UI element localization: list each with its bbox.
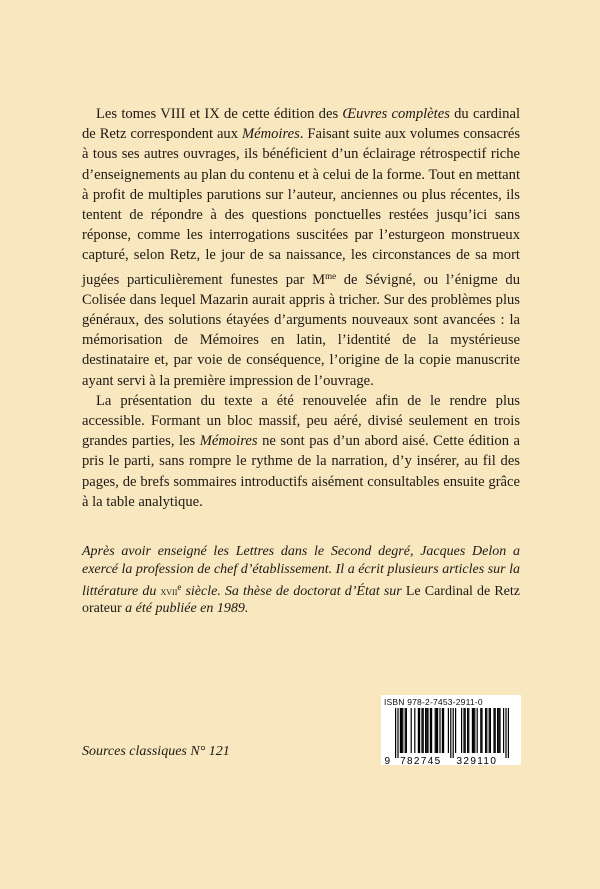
barcode-bar <box>463 708 464 753</box>
collection-label: Sources classiques N° 121 <box>82 744 230 759</box>
barcode-bar <box>498 708 499 753</box>
barcode-bar <box>436 708 437 753</box>
barcode-bar <box>448 708 449 753</box>
barcode-right-digits: 329110 <box>456 756 498 765</box>
description-text: de Sévigné, ou l’énigme du Colisée dans lequel Mazarin aurait appris à tricher. Sur des problèmes plus généraux, des solutions étayées d’arguments nouveaux sont avancées : la mémorisation de Mémoires en latin, l’identité de la mystérieuse destinataire et, par voie de conséquence, l’origine de la copie manuscrite ayant servi à la première impression de l’ouvrage. <box>82 271 520 389</box>
barcode-bar <box>423 708 424 753</box>
barcode-bar <box>497 708 498 753</box>
barcode-bar <box>430 708 431 753</box>
barcode-bar <box>490 708 491 753</box>
barcode-bar <box>503 708 504 753</box>
work-title: Mémoires <box>199 433 258 450</box>
barcode-bar <box>477 708 478 753</box>
century-numeral: xvii <box>160 583 178 598</box>
barcode-bar <box>414 708 415 753</box>
barcode-bar <box>472 708 473 753</box>
barcode-bar <box>467 708 468 753</box>
barcode-bar <box>427 708 428 753</box>
bio-text: a été publiée en 1989. <box>121 601 249 617</box>
author-bio <box>82 543 520 618</box>
description-text: Les tomes VIII et IX de cette édition des <box>96 106 343 122</box>
barcode-bar <box>435 708 436 753</box>
barcode-bar <box>439 708 440 753</box>
bio-text: Après avoir enseigné les Lettres dans le Second degré, Jacques Delon a exercé la profession de chef d’établissement. Il a écrit plusieurs articles sur la littérature du <box>82 544 520 599</box>
barcode-bar <box>421 708 422 753</box>
barcode-bar <box>486 708 487 753</box>
barcode-bar <box>465 708 466 753</box>
barcode-bar <box>468 708 469 753</box>
barcode-first-digit: 9 <box>384 756 392 765</box>
barcode-bar <box>508 708 509 758</box>
barcode-bar <box>402 708 403 753</box>
author-bio-paragraph <box>82 543 520 618</box>
barcode-bar <box>453 708 454 758</box>
barcode-bar <box>401 708 402 753</box>
thesis-title: Le Cardinal de Retz orateur <box>82 583 521 617</box>
barcode-bar <box>505 708 506 758</box>
description-text: . Faisant suite aux volumes consacrés à tous ses autres ouvrages, ils bénéficient d’un éclairage rétrospectif riche d’enseignements au plan du contenu et à celui de la forme. Tout en mettant à profit de multiples parutions sur l’auteur, anciennes ou plus récentes, ils tentent de répondre à des questions ponctuelles restées jusqu’ici sans réponse, comme les interrogations suscitées par l’esturgeon monstrueux capturé, selon Retz, le jour de sa naissance, les circonstances de sa mort jugées particulièrement funestes par M <box>82 126 521 288</box>
barcode-bar <box>425 708 426 753</box>
barcode-bar <box>474 708 475 753</box>
barcode-bar <box>485 708 486 753</box>
barcode-bar <box>426 708 427 753</box>
barcode-bar <box>406 708 407 753</box>
barcode-bar <box>461 708 462 753</box>
isbn-label: ISBN 978-2-7453-2911-0 <box>384 697 483 707</box>
barcode-bar <box>397 708 398 758</box>
description-text: du cardinal de Retz correspondent aux <box>82 106 520 143</box>
barcode-bar <box>499 708 500 753</box>
barcode-bar <box>437 708 438 753</box>
barcode-bar <box>442 708 443 753</box>
work-title: Œuvres complètes <box>342 106 450 122</box>
barcode-bar <box>473 708 474 753</box>
superscript: me <box>325 270 337 281</box>
bio-text: siècle. Sa thèse de doctorat d’État sur <box>181 583 406 599</box>
barcode-bar <box>400 708 401 753</box>
description-paragraph-1 <box>82 104 520 391</box>
barcode-bar <box>443 708 444 753</box>
barcode-bar <box>495 708 496 753</box>
description-text: ne sont pas d’un abord aisé. Cette édition a pris le parti, sans rompre le rythme de la narration, d’y insérer, au fil des pages, de brefs sommaires introductifs aisément consultables ensuite grâce à la table analytique. <box>82 433 520 510</box>
barcode-bar <box>411 708 412 753</box>
barcode-bar <box>493 708 494 753</box>
barcode-bar <box>431 708 432 753</box>
barcode <box>381 695 521 765</box>
barcode-bar <box>419 708 420 753</box>
barcode-bar <box>481 708 482 753</box>
barcode-bar <box>418 708 419 753</box>
barcode-bar <box>450 708 451 758</box>
barcode-graphic <box>381 708 521 765</box>
work-title: Mémoires <box>241 126 300 143</box>
description-text: La présentation du texte a été renouvelée afin de le rendre plus accessible. Formant un bloc massif, peu aéré, divisé seulement en trois grandes parties, les <box>82 392 520 450</box>
book-description <box>82 104 520 512</box>
barcode-bar <box>455 708 456 753</box>
description-paragraph-2 <box>82 391 520 512</box>
barcode-left-digits: 782745 <box>400 756 442 765</box>
barcode-bar <box>395 708 396 758</box>
barcode-bar <box>480 708 481 753</box>
barcode-bar <box>405 708 406 753</box>
superscript: e <box>177 581 182 592</box>
barcode-bar <box>489 708 490 753</box>
